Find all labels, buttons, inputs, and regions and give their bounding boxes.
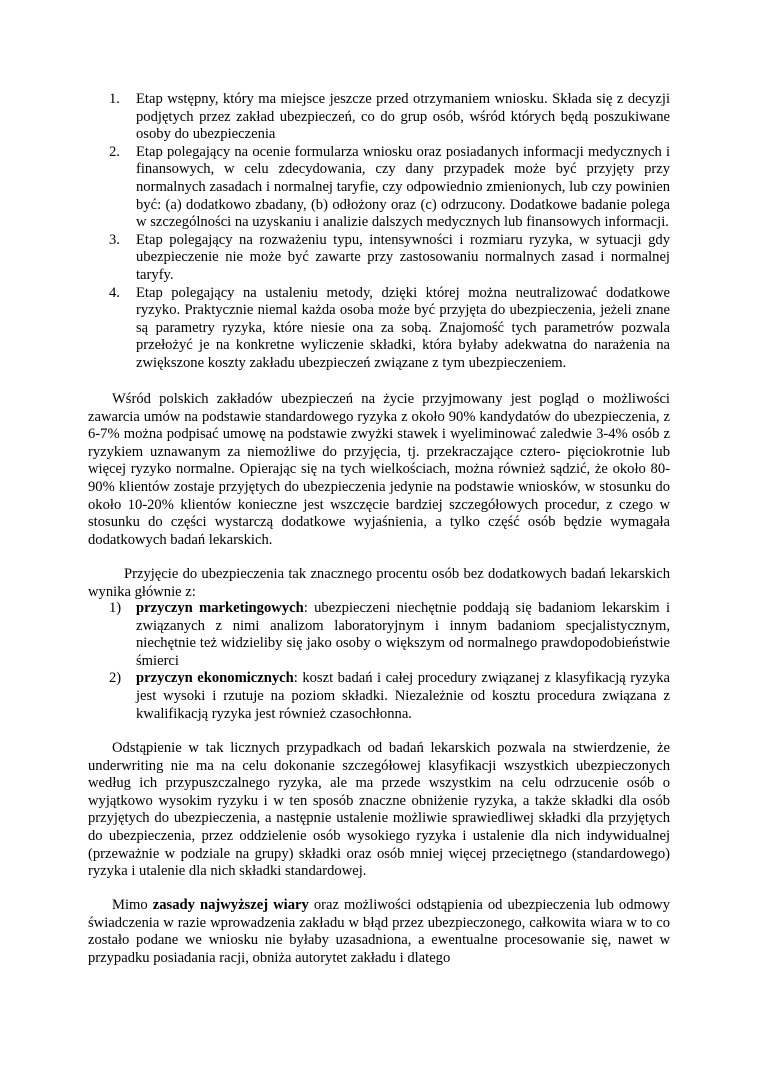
paragraph-reasons-intro: Przyjęcie do ubezpieczenia tak znacznego procentu osób bez dodatkowych badań lekarskich wynika głównie z:	[88, 566, 670, 600]
reason-title: przyczyn marketingowych	[136, 600, 304, 616]
bold-term: zasady najwyższej wiary	[152, 897, 309, 913]
list-item	[109, 232, 670, 285]
reason-text: : koszt badań i całej procedury związanej z klasyfikacją ryzyka jest wysoki i rzutuje na poziom składki. Niezależnie od kosztu procedura związana z kwalifikacją ryzyka jest również czasochłonna.	[136, 670, 670, 722]
reason-title: przyczyn ekonomicznych	[136, 670, 294, 687]
paragraph-lead: Mimo	[112, 897, 153, 913]
paragraph-rest: oraz możliwości odstąpienia od ubezpieczenia lub odmowy świadczenia w razie wprowadzenia zakładu w błąd przez ubezpieczonego, całkowita wiara w to co zostało podane we wniosku nie byłaby uzasadniona, a ewentualne procesowanie się, nawet w przypadku posiadania racji, obniża autorytet zakładu i dlatego	[88, 897, 671, 966]
list-number: 2)	[109, 670, 122, 687]
list-item-text: Etap polegający na ocenie formularza wniosku oraz posiadanych informacji medycznych i finansowych, w celu zdecydowania, czy dany przypadek może być przyjęty przy normalnych zasadach i normalnej taryfie, czy odpowiednio zmienionych, lub czy powinien być: (a) dodatkowo zbadany, (b) odłożony oraz (c) odrzucony. Dodatkowe badanie polega w szczególności na uzyskaniu i analizie dalszych medycznych lub finansowych informacji.	[136, 143, 670, 231]
list-item	[109, 144, 670, 232]
list-number: 3.	[109, 231, 120, 248]
list-number: 2.	[109, 143, 120, 160]
list-item	[109, 670, 670, 723]
list-item-text: Etap wstępny, który ma miejsce jeszcze przed otrzymaniem wniosku. Składa się z decyzji podjętych przez zakład ubezpieczeń, co do grup osób, wśród których będą poszukiwane osoby do ubezpieczenia	[136, 91, 670, 143]
paragraph-underwriting-goal: Odstąpienie w tak licznych przypadkach od badań lekarskich pozwala na stwierdzenie, że underwriting nie ma na celu dokonanie szczegółowej klasyfikacji wszystkich ubezpieczonych według ich przypuszczalnego ryzyka, ale ma przede wszystkim na celu odrzucenie osób o wyjątkowo wysokim ryzyku i w ten sposób znaczne obniżenie ryzyka, a także składki dla osób przyjętych do ubezpieczenia, a następnie ustalenie możliwie sprawiedliwej składki dla przyjętych do ubezpieczenia, przez oddzielenie osób wysokiego ryzyka i ustalenie dla nich indywidualnej (przeważnie w podziale na grupy) składki oraz osób mniej więcej przeciętnego (standardowego) ryzyka i utalenie dla nich składki standardowej.	[88, 740, 670, 880]
reason-text: : ubezpieczeni niechętnie poddają się badaniom lekarskim i związanych z nimi analizom laboratoryjnym i innym badaniom specjalistycznym, niechętnie też widzieliby się jako osoby o większym od normalnego prawdopodobieństwie śmierci	[136, 600, 670, 669]
list-item-text: Etap polegający na ustaleniu metody, dzięki której można neutralizować dodatkowe ryzyko. Praktycznie niemal każda osoba może być przyjęta do ubezpieczenia, jeżeli znane są parametry ryzyka, które niesie ona za sobą. Znajomość tych parametrów pozwala przełożyć je na konkretne wyliczenie składki, która byłaby adekwatna do narażenia na zwiększone koszty zakładu ubezpieczeń związane z tym ubezpieczeniem.	[136, 284, 670, 371]
paragraph-statistics: Wśród polskich zakładów ubezpieczeń na życie przyjmowany jest pogląd o możliwości zawarcia umów na podstawie standardowego ryzyka z około 90% kandydatów do ubezpieczenia, z 6-7% można podpisać umowę na podstawie zwyżki stawek i wyeliminować zaledwie 3-4% osób z ryzykiem uznawanym za niemożliwe do przyjęcia, tj. przekraczające cztero- pięciokrotnie lub więcej ryzyko normalne. Opierając się na tych wielkościach, można również sądzić, że około 80-90% klientów zostaje przyjętych do ubezpieczenia jedynie na podstawie wniosków, w stosunku do około 10-20% klientów konieczne jest wszczęcie bardziej szczegółowych procedur, z czego w stosunku do części wystarczą dodatkowe wyjaśnienia, a tylko część osób będzie wymagała dodatkowych badań lekarskich.	[88, 391, 670, 548]
list-item	[109, 91, 670, 144]
reasons-list	[109, 600, 670, 723]
list-item-text: Etap polegający na rozważeniu typu, intensywności i rozmiaru ryzyka, w sytuacji gdy ubezpieczenie nie może być zawarte przy zastosowaniu normalnych zasad i normalnej taryfy.	[136, 231, 670, 283]
list-number: 4.	[109, 284, 120, 301]
list-item	[109, 285, 670, 373]
paragraph-good-faith	[88, 897, 670, 967]
list-number: 1.	[109, 91, 120, 107]
underwriting-stages-list	[109, 91, 670, 373]
list-item	[109, 600, 670, 670]
list-number: 1)	[109, 600, 122, 616]
